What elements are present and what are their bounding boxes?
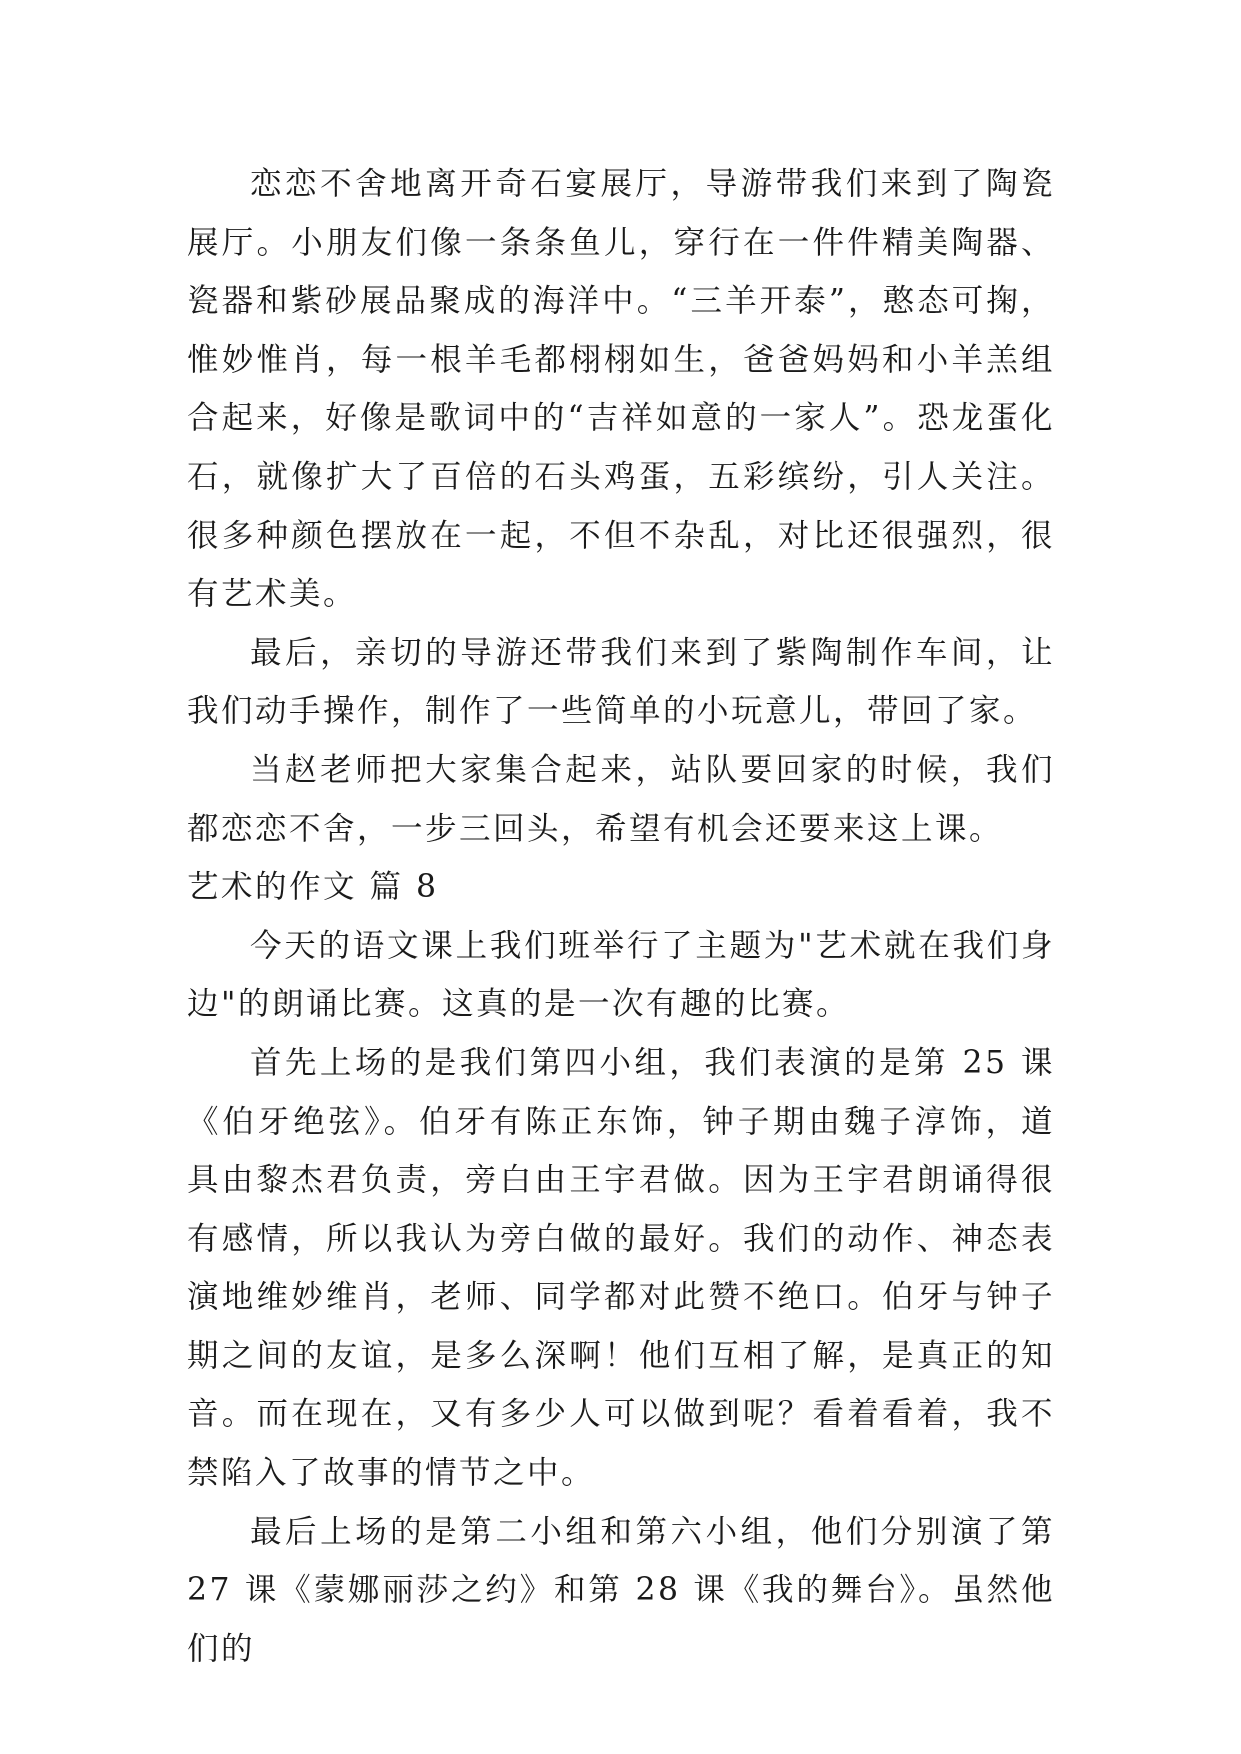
paragraph-recitation-contest: 今天的语文课上我们班举行了主题为"艺术就在我们身边"的朗诵比赛。这真的是一次有趣的比赛。: [187, 927, 1055, 1023]
paragraph-ceramics-hall: 恋恋不舍地离开奇石宴展厅，导游带我们来到了陶瓷展厅。小朋友们像一条条鱼儿，穿行在一件件精美陶器、瓷器和紫砂展品聚成的海洋中。“三羊开泰”，憨态可掬，惟妙惟肖，每一根羊毛都栩栩如生，爸爸妈妈和小羊羔组合起来，好像是歌词中的“吉祥如意的一家人”。恐龙蛋化石，就像扩大了百倍的石头鸡蛋，五彩缤纷，引人关注。很多种颜色摆放在一起，不但不杂乱，对比还很强烈，很有艺术美。: [187, 166, 1055, 613]
paragraph-groups-two-six: 最后上场的是第二小组和第六小组，他们分别演了第 27 课《蒙娜丽莎之约》和第 28 课《我的舞台》。虽然他们的: [187, 1513, 1055, 1667]
paragraph-workshop: 最后，亲切的导游还带我们来到了紫陶制作车间，让我们动手操作，制作了一些简单的小玩意儿，带回了家。: [187, 634, 1055, 730]
paragraph-group-four: 首先上场的是我们第四小组，我们表演的是第 25 课《伯牙绝弦》。伯牙有陈正东饰，钟子期由魏子淳饰，道具由黎杰君负责，旁白由王宇君做。因为王宇君朗诵得很有感情，所以我认为旁白做的最好。我们的动作、神态表演地维妙维肖，老师、同学都对此赞不绝口。伯牙与钟子期之间的友谊，是多么深啊！他们互相了解，是真正的知音。而在现在，又有多少人可以做到呢？看着看着，我不禁陷入了故事的情节之中。: [187, 1044, 1055, 1492]
section-heading: 艺术的作文 篇 8: [187, 869, 439, 906]
document-body: [187, 155, 1055, 1678]
paragraph-going-home: 当赵老师把大家集合起来，站队要回家的时候，我们都恋恋不舍，一步三回头，希望有机会还要来这上课。: [187, 751, 1055, 847]
